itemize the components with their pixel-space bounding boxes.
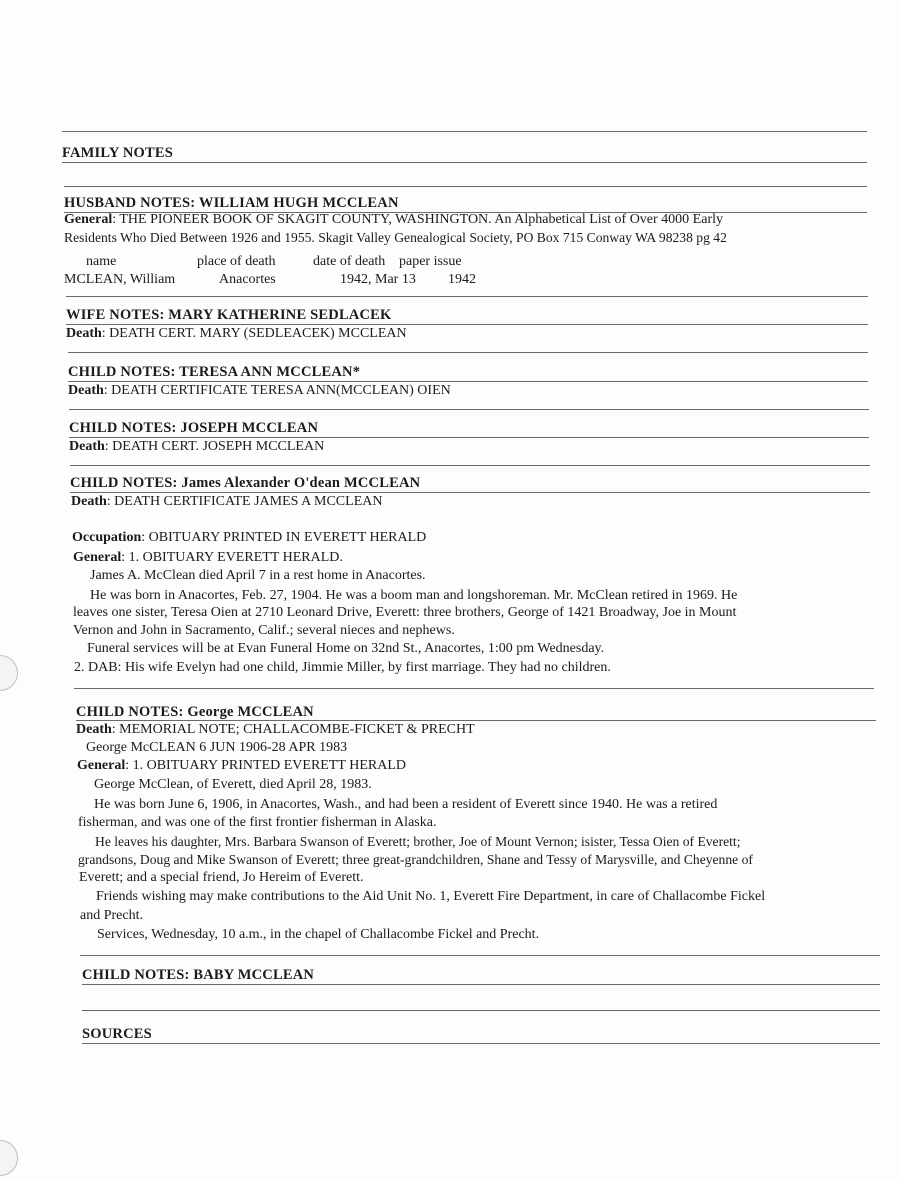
husband-notes-heading: HUSBAND NOTES: WILLIAM HUGH MCCLEAN	[64, 195, 399, 211]
death-table-row	[64, 272, 476, 288]
divider-line	[70, 492, 870, 493]
teresa-death-line	[68, 383, 451, 399]
death-text: : DEATH CERTIFICATE TERESA ANN(MCCLEAN) OIEN	[103, 383, 451, 398]
george-memorial-line: George McCLEAN 6 JUN 1906-28 APR 1983	[86, 740, 348, 755]
divider-line	[66, 296, 868, 297]
death-text: : MEMORIAL NOTE; CHALLACOMBE-FICKET & PRECHT	[111, 722, 475, 737]
divider-line	[76, 720, 876, 721]
husband-general-continuation: Residents Who Died Between 1926 and 1955. Skagit Valley Genealogical Society, PO Box 715 Conway WA 98238 pg 42	[64, 230, 727, 245]
divider-line	[64, 186, 867, 187]
death-label: Death	[76, 722, 112, 737]
obituary-line: and Precht.	[80, 908, 143, 923]
james-occupation-line	[72, 530, 426, 546]
divider-line	[82, 984, 880, 985]
obituary-line: He was born in Anacortes, Feb. 27, 1904. He was a boom man and longshoreman. Mr. McClean retired in 1969. He	[90, 588, 738, 603]
child-george-heading: CHILD NOTES: George MCCLEAN	[76, 704, 314, 720]
husband-general-line	[64, 212, 723, 228]
general-text: : 1. OBITUARY EVERETT HERALD.	[121, 550, 343, 565]
death-label: Death	[68, 383, 104, 398]
punch-hole	[0, 655, 18, 691]
obituary-line: Services, Wednesday, 10 a.m., in the chapel of Challacombe Fickel and Precht.	[97, 927, 540, 942]
death-text: : DEATH CERT. JOSEPH MCCLEAN	[104, 439, 325, 454]
obituary-line: Vernon and John in Sacramento, Calif.; several nieces and nephews.	[73, 623, 455, 638]
wife-notes-heading: WIFE NOTES: MARY KATHERINE SEDLACEK	[66, 307, 392, 323]
divider-line	[68, 352, 868, 353]
child-teresa-heading: CHILD NOTES: TERESA ANN MCCLEAN*	[68, 364, 361, 380]
obituary-line: Friends wishing may make contributions to the Aid Unit No. 1, Everett Fire Department, in care of Challacombe Fickel	[96, 889, 766, 904]
obituary-line: leaves one sister, Teresa Oien at 2710 Leonard Drive, Everett: three brothers, George of 1421 Broadway, Joe in Mount	[73, 605, 737, 620]
column-header-date: date of death	[313, 254, 386, 269]
obituary-line: He was born June 6, 1906, in Anacortes, Wash., and had been a resident of Everett since 1940. He was a retired	[94, 797, 718, 812]
cell-paper: 1942	[448, 272, 476, 287]
obituary-line: grandsons, Doug and Mike Swanson of Everett; three great-grandchildren, Shane and Tessy of Marysville, and Cheyenne of	[78, 852, 753, 867]
divider-line	[82, 1043, 880, 1044]
death-label: Death	[66, 326, 102, 341]
obituary-line: 2. DAB: His wife Evelyn had one child, Jimmie Miller, by first marriage. They had no children.	[74, 660, 611, 675]
general-label: General	[77, 758, 126, 773]
cell-place: Anacortes	[219, 272, 276, 287]
death-text: : DEATH CERT. MARY (SEDLEACEK) MCCLEAN	[101, 326, 407, 341]
occupation-text: : OBITUARY PRINTED IN EVERETT HERALD	[141, 530, 427, 545]
child-joseph-heading: CHILD NOTES: JOSEPH MCCLEAN	[69, 420, 319, 436]
wife-death-line	[66, 326, 407, 342]
obituary-line: Funeral services will be at Evan Funeral Home on 32nd St., Anacortes, 1:00 pm Wednesday.	[87, 641, 605, 656]
joseph-death-line	[69, 439, 324, 455]
divider-line	[69, 409, 869, 410]
punch-hole	[0, 1140, 18, 1176]
general-text: : THE PIONEER BOOK OF SKAGIT COUNTY, WASHINGTON. An Alphabetical List of Over 4000 Early	[112, 212, 724, 227]
child-james-heading: CHILD NOTES: James Alexander O'dean MCCLEAN	[70, 475, 421, 491]
death-label: Death	[69, 439, 105, 454]
divider-line	[82, 1010, 880, 1011]
column-header-paper: paper issue	[399, 254, 462, 269]
general-label: General	[73, 550, 122, 565]
divider-line	[70, 465, 870, 466]
divider-line	[69, 437, 869, 438]
divider-line	[62, 131, 867, 132]
divider-line	[68, 381, 868, 382]
family-notes-heading: FAMILY NOTES	[62, 145, 174, 161]
column-header-name: name	[86, 254, 117, 269]
sources-heading: SOURCES	[82, 1026, 152, 1042]
death-text: : DEATH CERTIFICATE JAMES A MCCLEAN	[106, 494, 383, 509]
obituary-line: James A. McClean died April 7 in a rest home in Anacortes.	[90, 568, 426, 583]
divider-line	[80, 955, 880, 956]
george-general-line	[77, 758, 406, 774]
general-label: General	[64, 212, 113, 227]
general-text: : 1. OBITUARY PRINTED EVERETT HERALD	[125, 758, 406, 773]
divider-line	[74, 688, 874, 689]
james-general-line	[73, 550, 343, 566]
death-table-header	[64, 254, 462, 270]
divider-line	[62, 162, 867, 163]
child-baby-heading: CHILD NOTES: BABY MCCLEAN	[82, 967, 315, 983]
occupation-label: Occupation	[72, 530, 142, 545]
death-label: Death	[71, 494, 107, 509]
divider-line	[66, 324, 868, 325]
cell-name: MCLEAN, William	[64, 272, 176, 287]
cell-date: 1942, Mar 13	[340, 272, 416, 287]
obituary-line: George McClean, of Everett, died April 28, 1983.	[94, 777, 372, 792]
obituary-line: He leaves his daughter, Mrs. Barbara Swanson of Everett; brother, Joe of Mount Vernon; isister, Tessa Oien of Everett;	[95, 834, 741, 849]
obituary-line: Everett; and a special friend, Jo Hereim of Everett.	[79, 870, 364, 885]
george-death-line	[76, 722, 475, 738]
column-header-place: place of death	[197, 254, 276, 269]
james-death-line	[71, 494, 382, 510]
obituary-line: fisherman, and was one of the first frontier fisherman in Alaska.	[78, 815, 437, 830]
